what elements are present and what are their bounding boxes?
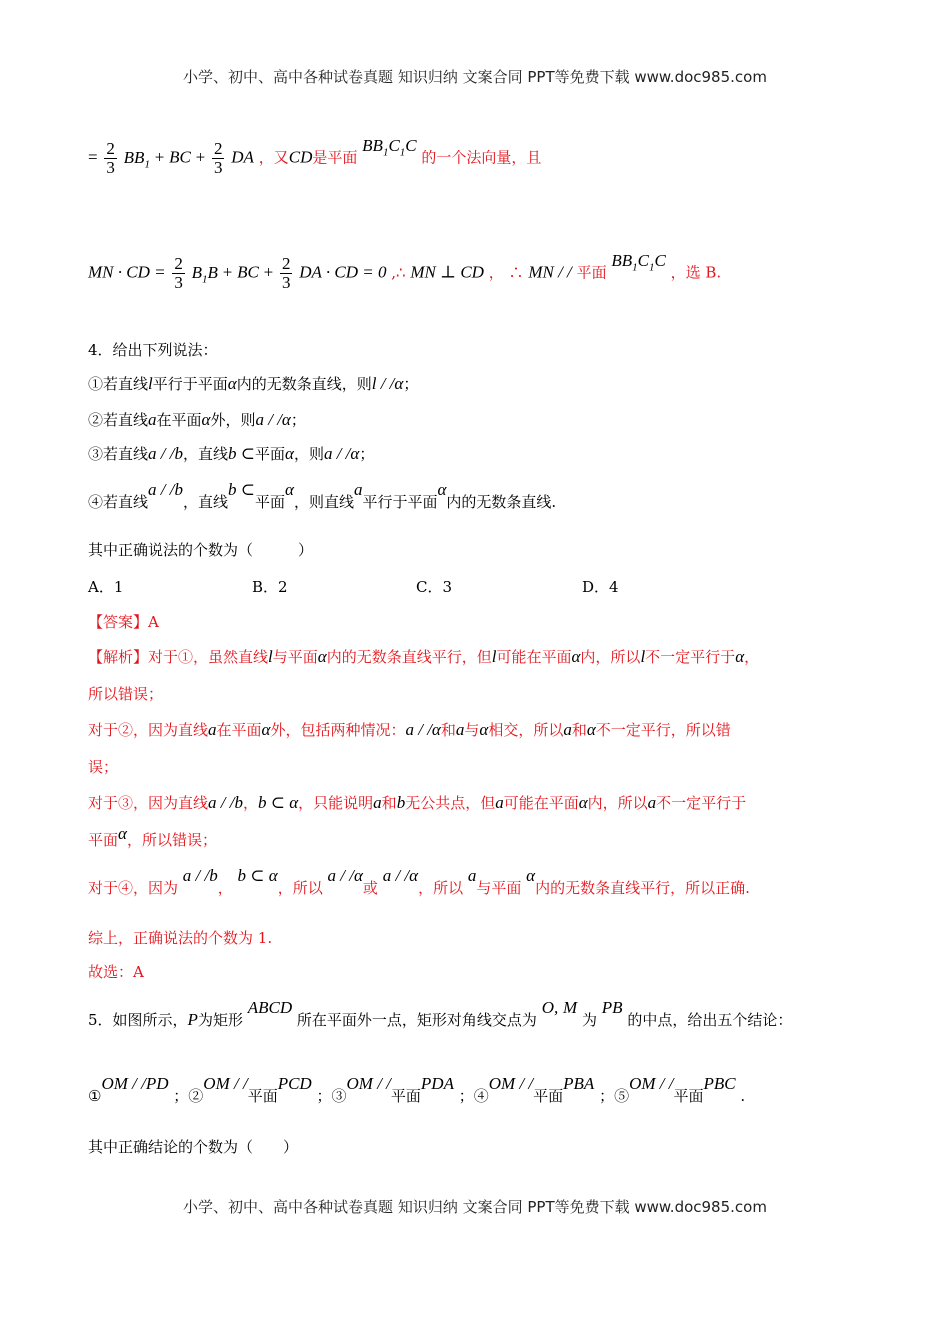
var: α [586, 720, 596, 739]
var: a [467, 866, 477, 885]
expr: MN / / [528, 262, 572, 282]
term: BB [611, 250, 633, 270]
text: 平面 [254, 445, 285, 463]
expr: a / /b [148, 480, 183, 499]
text: ，又 [258, 148, 289, 167]
q4-explanation-1b: 所以错误； [88, 685, 164, 703]
text: ； [403, 375, 419, 393]
text: ，则直线 [293, 493, 354, 511]
text: 为矩形 [197, 1011, 243, 1029]
subscript: 1 [144, 157, 150, 170]
numerator: 2 [281, 254, 291, 273]
q4-explanation-2 [88, 720, 731, 740]
text: ；② [173, 1087, 204, 1105]
denominator: 3 [281, 273, 291, 292]
var: α [285, 480, 294, 499]
text: ，只能说明 [298, 794, 374, 812]
choice-a: A．1 [88, 578, 124, 596]
text: 内，所以 [587, 794, 648, 812]
text: ，直线 [182, 493, 228, 511]
var: a [353, 480, 363, 499]
text: 平面 [576, 263, 607, 282]
choice-d: D．4 [582, 578, 619, 596]
expr: a / /α [327, 866, 363, 885]
plane-bb1c1c [611, 250, 666, 273]
text: 相交，所以 [488, 721, 564, 739]
fraction [172, 255, 185, 292]
var: α [261, 720, 271, 739]
header-banner: 小学、初中、高中各种试卷真题 知识归纳 文案合同 PPT等免费下载 www.doc985.com [183, 68, 767, 86]
q4-explanation-4 [88, 866, 750, 898]
plus: + [222, 262, 233, 282]
text: ； [359, 445, 375, 463]
var: α [735, 647, 745, 666]
expr: a / /α [405, 720, 441, 739]
expr: DA · CD = 0 [299, 262, 387, 282]
text: ① [88, 1087, 102, 1105]
var: α [526, 866, 536, 885]
text: 内的无数条直线，则 [236, 375, 372, 393]
q4-explanation-3 [88, 793, 746, 813]
text: 在平面 [216, 721, 262, 739]
text: ，所以 [418, 879, 464, 897]
denominator: 3 [174, 273, 183, 292]
var: a [148, 410, 157, 429]
numerator: 2 [106, 139, 115, 158]
subscript: 1 [382, 145, 389, 158]
text: 平面 [254, 493, 285, 511]
text: ， [744, 648, 760, 666]
expr: b ⊂ [227, 480, 255, 499]
denominator: 3 [106, 158, 115, 177]
q4-explanation-1 [88, 647, 759, 667]
subscript: 1 [648, 260, 655, 273]
var: α [118, 824, 127, 843]
q4-statement-2 [88, 410, 306, 430]
var: P [187, 1010, 198, 1029]
expr: OM / / [629, 1074, 674, 1093]
q4-final: 故选：A [88, 963, 144, 981]
var: α [227, 374, 237, 393]
term: C [388, 135, 400, 155]
text: 或 [362, 879, 378, 897]
var: ABCD [247, 998, 293, 1017]
text: ∴ [508, 263, 524, 282]
q4-answer: 【答案】A [88, 613, 159, 631]
numerator: 2 [213, 139, 223, 158]
text: ；④ [458, 1087, 489, 1105]
text: . [740, 1087, 746, 1105]
expr: OM / / [488, 1074, 534, 1093]
text: 平行于平面 [362, 493, 438, 511]
var: a [455, 720, 465, 739]
choice-b: B．2 [252, 578, 288, 596]
expr: OM / / [346, 1074, 391, 1093]
expr: b ⊂ α [237, 866, 278, 885]
text: 和 [381, 794, 397, 812]
var: PBC [703, 1074, 736, 1093]
text: 外，包括两种情况： [270, 721, 406, 739]
text: ③若直线 [88, 445, 149, 463]
plus: + [263, 262, 274, 282]
expr: MN ⊥ CD [410, 262, 484, 282]
text: ， [488, 263, 504, 282]
q4-explanation-3b [88, 824, 217, 850]
solution-line-2 [88, 250, 722, 292]
text: 无公共点，但 [405, 794, 496, 812]
fraction [280, 255, 293, 292]
text: 对于①，虽然直线 [148, 648, 269, 666]
text: ， [217, 879, 233, 897]
var: α [317, 647, 327, 666]
var: b [396, 793, 406, 812]
expr: a / /b [208, 793, 243, 812]
var: PBA [563, 1074, 595, 1093]
text: 内，所以 [580, 648, 641, 666]
equals: = [88, 147, 98, 167]
vec-bc: BC [169, 147, 191, 167]
text: ；③ [316, 1087, 347, 1105]
text: 平面 [533, 1087, 564, 1105]
text: ,∴ [391, 263, 406, 282]
text: 是平面 [312, 148, 358, 167]
text: 可能在平面 [503, 794, 579, 812]
expr: a / /b [148, 444, 183, 463]
var: PB [601, 998, 623, 1017]
text: ②若直线 [88, 411, 149, 429]
var: α [285, 444, 294, 463]
var: α [479, 720, 489, 739]
var: l [491, 647, 497, 666]
text: 与 [464, 721, 480, 739]
var: α [437, 480, 447, 499]
var: PDA [420, 1074, 454, 1093]
expr: a / /α [255, 410, 291, 429]
text: ，选 B. [670, 263, 722, 282]
text: 对于④，因为 [88, 879, 179, 897]
var: a [647, 793, 657, 812]
solution-line-1 [88, 135, 542, 177]
text: 平面 [390, 1087, 421, 1105]
expr: MN · CD = [88, 262, 166, 282]
q4-summary: 综上，正确说法的个数为 1. [88, 929, 273, 947]
text: 在平面 [156, 411, 202, 429]
plus: + [195, 147, 206, 167]
subscript: 1 [632, 260, 638, 273]
term: C [405, 135, 417, 155]
vec-b1b [191, 262, 218, 285]
expr: OM / / [203, 1074, 248, 1093]
term: C [654, 250, 666, 270]
text: 平面 [673, 1087, 704, 1105]
vec-da: DA [231, 147, 254, 167]
fraction [212, 140, 225, 177]
text: 平行于平面 [152, 375, 228, 393]
var: l [148, 374, 153, 393]
text: 内的无数条直线. [446, 493, 557, 511]
var: a [373, 793, 382, 812]
vec-cd: CD [288, 147, 313, 167]
text: 不一定平行于 [656, 794, 747, 812]
text: 与平面 [272, 648, 318, 666]
text: 5．如图所示， [88, 1011, 188, 1029]
fraction [104, 140, 117, 177]
q4-stem: 4．给出下列说法： [88, 341, 218, 359]
text: 的中点，给出五个结论： [627, 1011, 793, 1029]
text: 和 [440, 721, 456, 739]
text: ，直线 [182, 445, 228, 463]
subscript: 1 [202, 272, 208, 285]
term: B [207, 262, 218, 282]
var: a [208, 720, 217, 739]
expr: a / /α [382, 866, 419, 885]
text: 对于②，因为直线 [88, 721, 209, 739]
q4-statement-3 [88, 444, 374, 464]
text: 内的无数条直线平行，所以正确. [535, 879, 750, 897]
text: 平面 [247, 1087, 278, 1105]
expr: b ⊂ [227, 444, 255, 463]
text: ；⑤ [599, 1087, 630, 1105]
text: 外，则 [210, 411, 256, 429]
text: 对于③，因为直线 [88, 794, 209, 812]
expr: a / /b [182, 866, 218, 885]
expr: l / /α [371, 374, 404, 393]
q4-explanation-2b: 误； [88, 758, 119, 776]
text: 为 [581, 1011, 597, 1029]
q4-ask: 其中正确说法的个数为（ ） [88, 541, 314, 559]
var: O, [541, 998, 559, 1017]
text: 和 [571, 721, 587, 739]
text: 的一个法向量，且 [421, 148, 542, 167]
vec-bb1 [123, 147, 150, 170]
text: ④若直线 [88, 493, 149, 511]
term: BB [123, 147, 145, 167]
text: ①若直线 [88, 375, 149, 393]
term: BB [362, 135, 383, 155]
var: α [571, 647, 581, 666]
q4-statement-1 [88, 374, 418, 394]
text: 可能在平面 [496, 648, 572, 666]
text: 平面 [88, 831, 119, 849]
text: 不一定平行，所以错 [595, 721, 731, 739]
var: l [640, 647, 646, 666]
text: 不一定平行于 [645, 648, 736, 666]
var: a [495, 793, 504, 812]
vec-bc: BC [237, 262, 259, 282]
var: M [563, 998, 578, 1017]
numerator: 2 [174, 254, 183, 273]
q5-conclusions [88, 1074, 746, 1106]
text: 内的无数条直线平行，但 [326, 648, 492, 666]
text: ，则 [293, 445, 324, 463]
var: PCD [277, 1074, 312, 1093]
expr: b ⊂ α [257, 793, 299, 812]
q5-ask: 其中正确结论的个数为（ ） [88, 1138, 299, 1156]
choice-c: C．3 [416, 578, 453, 596]
expr: OM / /PD [101, 1074, 169, 1093]
term: C [637, 250, 649, 270]
var: α [578, 793, 588, 812]
term: B [191, 262, 203, 282]
text: 与平面 [476, 879, 522, 897]
var: α [201, 410, 211, 429]
var: a [563, 720, 572, 739]
text: 所在平面外一点，矩形对角线交点为 [296, 1011, 537, 1029]
text: ， [242, 794, 258, 812]
text: ； [290, 411, 306, 429]
footer-banner: 小学、初中、高中各种试卷真题 知识归纳 文案合同 PPT等免费下载 www.doc985.com [183, 1198, 767, 1216]
denominator: 3 [213, 158, 223, 177]
expr: a / /α [323, 444, 360, 463]
plus: + [154, 147, 165, 167]
subscript: 1 [399, 145, 406, 158]
var: l [268, 647, 273, 666]
text: 【解析】 [88, 648, 149, 666]
text: ，所以 [277, 879, 323, 897]
q5-stem [88, 998, 793, 1030]
q4-statement-4 [88, 480, 557, 512]
text: ，所以错误； [126, 831, 217, 849]
plane-bb1c1c [362, 135, 417, 158]
